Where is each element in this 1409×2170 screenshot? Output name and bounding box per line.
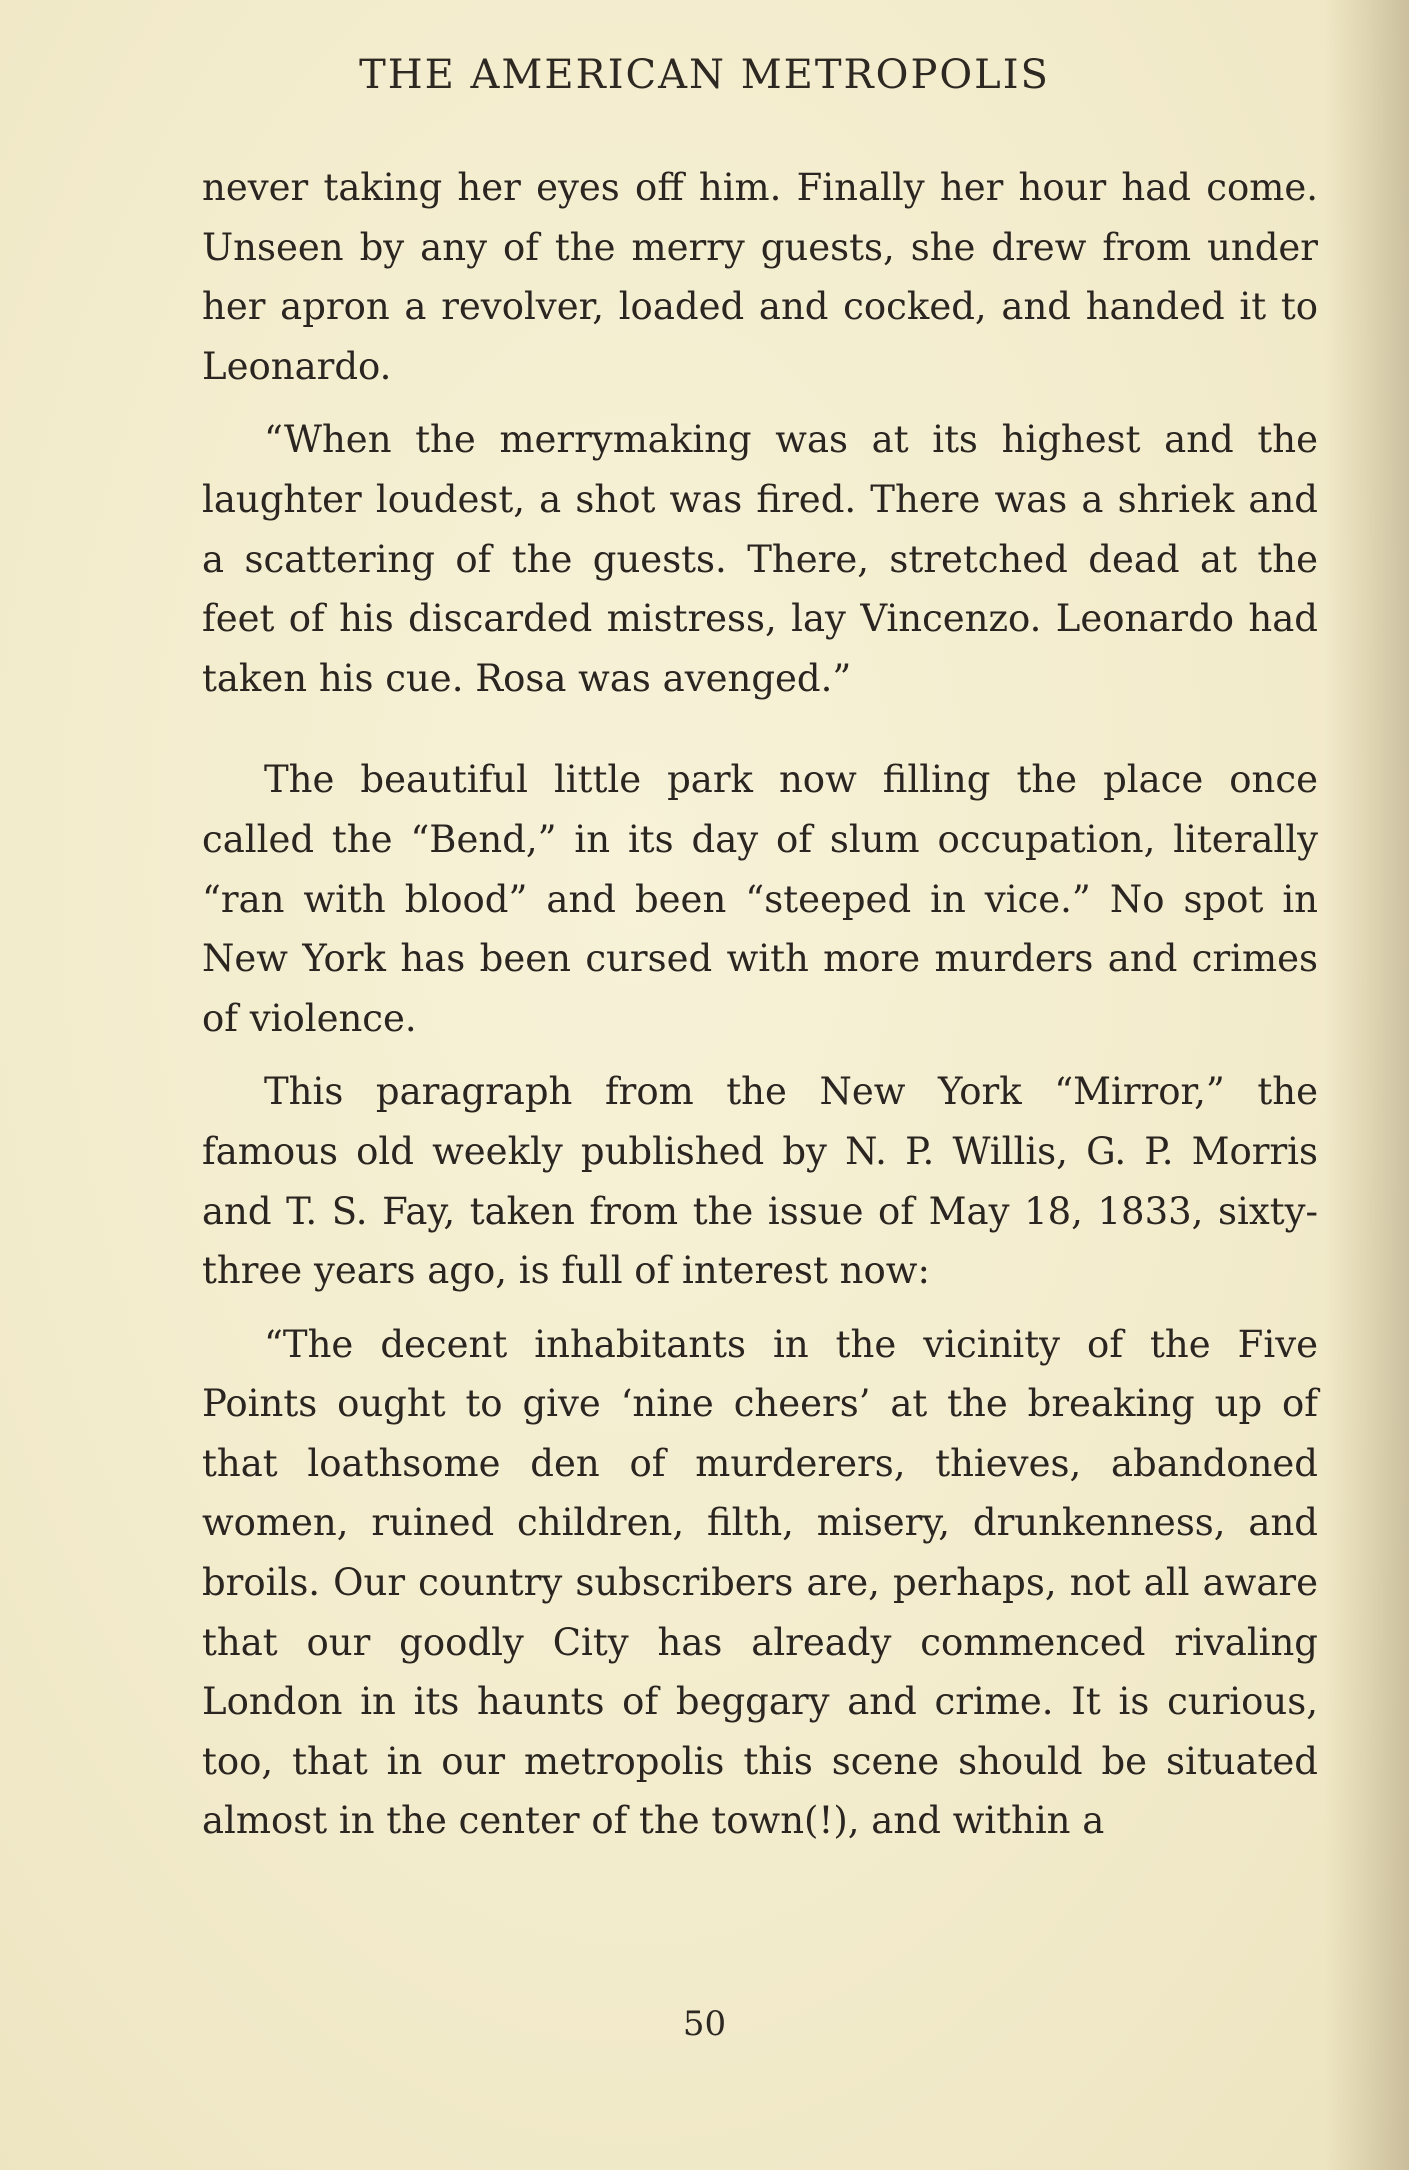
- running-head: THE AMERICAN METROPOLIS: [359, 52, 1050, 98]
- body-text: [202, 158, 1318, 1851]
- paragraph-continued: never taking her eyes off him. Finally her hour had come. Unseen by any of the merry guests, she drew from under her apron a revolver, loaded and cocked, and handed it to Leonardo.: [202, 166, 1318, 388]
- paragraph-park: The beautiful little park now filling the place once called the “Bend,” in its day of slum occupation, literally “ran with blood” and been “steeped in vice.” No spot in New York has been cursed with more murders and crimes of violence.: [202, 758, 1318, 1040]
- paragraph-mirror-quote: “The decent inhabitants in the vicinity of the Five Points ought to give ‘nine cheers’ at the breaking up of that loathsome den of murderers, thieves, abandoned women, ruined children, filth, misery, drunkenness, and broils. Our country subscribers are, perhaps, not all aware that our goodly City has already commenced rivaling London in its haunts of beggary and crime. It is curious, too, that in our metropolis this scene should be situated almost in the center of the town(!), and within a: [202, 1322, 1318, 1843]
- page-number: 50: [682, 2004, 727, 2044]
- paragraph-quote-end: “When the merrymaking was at its highest and the laughter loudest, a shot was fired. There was a shriek and a scattering of the guests. There, stretched dead at the feet of his discarded mistress, lay Vincenzo. Leonardo had taken his cue. Rosa was avenged.”: [202, 418, 1318, 700]
- paragraph-mirror-intro: This paragraph from the New York “Mirror,” the famous old weekly published by N. P. Willis, G. P. Morris and T. S. Fay, taken from the issue of May 18, 1833, sixty-three years ago, is full of interest now:: [202, 1070, 1318, 1293]
